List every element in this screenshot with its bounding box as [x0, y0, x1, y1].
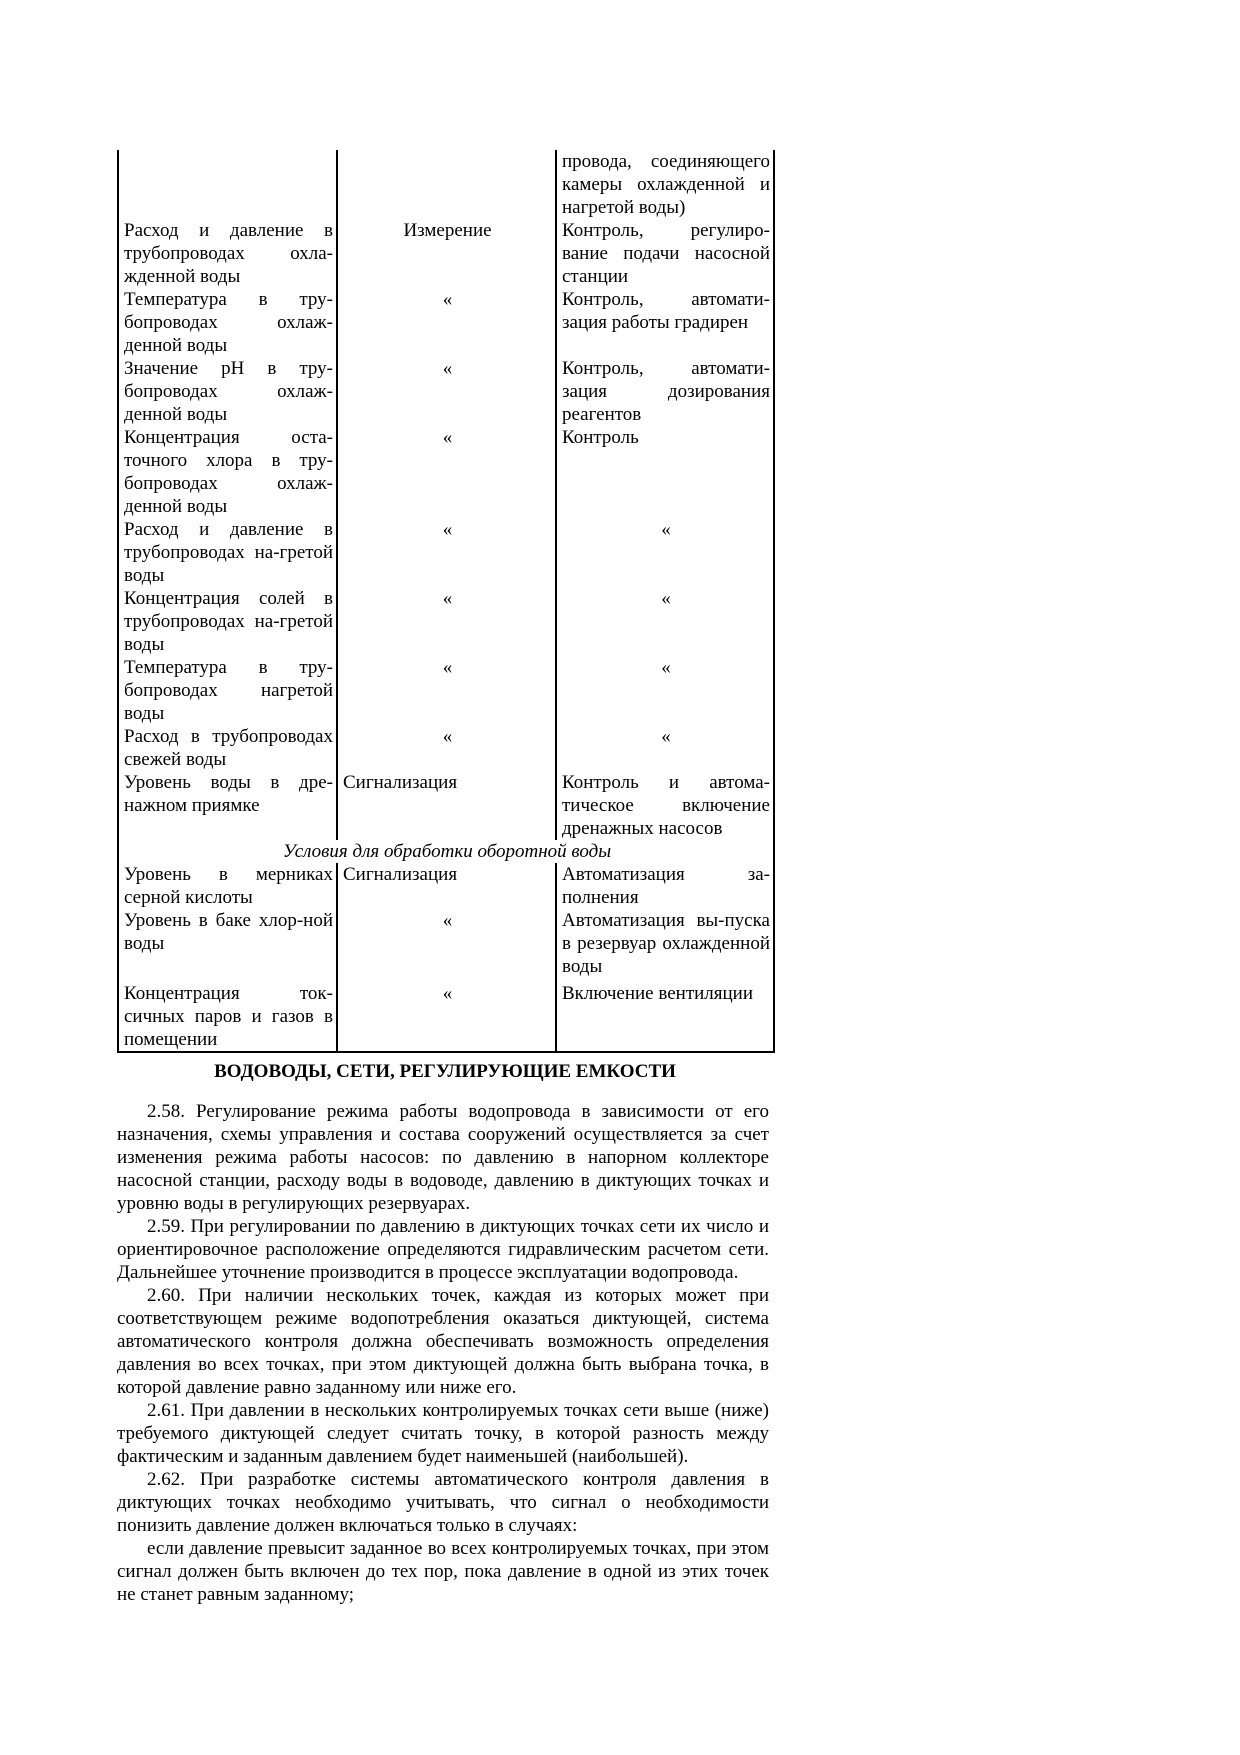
table-row: [118, 518, 774, 587]
cell-purpose: провода, соединяющего камеры охлажденной и нагретой воды): [556, 150, 774, 219]
cell-purpose: Контроль: [556, 426, 774, 518]
cell-method: [337, 150, 556, 219]
paragraph-condition: если давление превысит заданное во всех контролируемых точках, при этом сигнал должен быть включен до тех пор, пока давление в одной из этих точек не станет равным заданному;: [117, 1538, 769, 1605]
table-row: [118, 288, 774, 357]
paragraph-2-59: 2.59. При регулировании по давлению в диктующих точках сети их число и ориентировочное расположение определяются гидравлическим расчетом сети. Дальнейшее уточнение производится в процессе эксплуатации водопровода.: [117, 1216, 769, 1283]
control-table: [117, 150, 775, 1053]
section-row: [118, 840, 774, 863]
cell-method: «: [337, 909, 556, 978]
paragraph-2-62: 2.62. При разработке системы автоматического контроля давления в диктующих точках необходимо учитывать, что сигнал о необходимости понизить давление должен включаться только в случаях:: [117, 1469, 769, 1536]
cell-purpose: Автоматизация вы-пуска в резервуар охлажденной воды: [556, 909, 774, 978]
section-heading: ВОДОВОДЫ, СЕТИ, РЕГУЛИРУЮЩИЕ ЕМКОСТИ: [214, 1061, 676, 1082]
cell-purpose: Контроль, автомати-зация работы градирен: [556, 288, 774, 357]
cell-purpose: Контроль, автомати-зация дозирования реагентов: [556, 357, 774, 426]
cell-parameter: Концентрация ток-сичных паров и газов в помещении: [118, 978, 337, 1052]
table-row: [118, 357, 774, 426]
table-row: [118, 978, 774, 1052]
table-row: [118, 725, 774, 771]
cell-parameter: Концентрация оста-точного хлора в тру-бопроводах охлаж-денной воды: [118, 426, 337, 518]
table-row: [118, 656, 774, 725]
table-row: [118, 426, 774, 518]
table-row: [118, 771, 774, 840]
cell-parameter: Концентрация солей в трубопроводах на-гретой воды: [118, 587, 337, 656]
cell-parameter: Уровень воды в дре-нажном приямке: [118, 771, 337, 840]
table-row: [118, 863, 774, 909]
paragraph-2-61: 2.61. При давлении в нескольких контролируемых точках сети выше (ниже) требуемого диктующей следует считать точку, в которой разность между фактическим и заданным давлением будет наименьшей (наибольшей).: [117, 1400, 769, 1467]
cell-method: «: [337, 518, 556, 587]
cell-method: Измерение: [337, 219, 556, 288]
cell-purpose: «: [556, 656, 774, 725]
cell-method: Сигнализация: [337, 771, 556, 840]
cell-method: «: [337, 978, 556, 1052]
cell-parameter: Расход и давление в трубопроводах на-гретой воды: [118, 518, 337, 587]
paragraph-2-60: 2.60. При наличии нескольких точек, каждая из которых может при соответствующем режиме водопотребления оказаться диктующей, система автоматического контроля должна обеспечивать возможность определения давления во всех точках, при этом диктующей должна быть выбрана точка, в которой давление равно заданному или ниже его.: [117, 1285, 769, 1398]
paragraph-2-58: 2.58. Регулирование режима работы водопровода в зависимости от его назначения, схемы управления и состава сооружений осуществляется за счет изменения режима работы насосов: по давлению в напорном коллекторе насосной станции, расходу воды в водоводе, давлению в диктующих точках и уровню воды в регулирующих резервуарах.: [117, 1101, 769, 1214]
cell-method: «: [337, 357, 556, 426]
cell-method: «: [337, 426, 556, 518]
cell-parameter: Температура в тру-бопроводах нагретой воды: [118, 656, 337, 725]
cell-purpose: «: [556, 518, 774, 587]
cell-method: «: [337, 587, 556, 656]
cell-purpose: Контроль, регулиро-вание подачи насосной станции: [556, 219, 774, 288]
table-row: [118, 587, 774, 656]
body-text: [117, 1100, 769, 1606]
cell-parameter: Уровень в баке хлор-ной воды: [118, 909, 337, 978]
cell-method: Сигнализация: [337, 863, 556, 909]
cell-parameter: Расход в трубопроводах свежей воды: [118, 725, 337, 771]
cell-purpose: «: [556, 587, 774, 656]
table-row: [118, 150, 774, 219]
cell-purpose: Контроль и автома-тическое включение дренажных насосов: [556, 771, 774, 840]
table-row: [118, 219, 774, 288]
cell-purpose: Автоматизация за-полнения: [556, 863, 774, 909]
cell-method: «: [337, 725, 556, 771]
cell-method: «: [337, 656, 556, 725]
cell-parameter: Уровень в мерниках серной кислоты: [118, 863, 337, 909]
cell-parameter: Значение pH в тру-бопроводах охлаж-денной воды: [118, 357, 337, 426]
section-title: Условия для обработки оборотной воды: [118, 840, 774, 863]
cell-parameter: Расход и давление в трубопроводах охла-жденной воды: [118, 219, 337, 288]
cell-purpose: Включение вентиляции: [556, 978, 774, 1052]
cell-parameter: [118, 150, 337, 219]
cell-method: «: [337, 288, 556, 357]
cell-purpose: «: [556, 725, 774, 771]
cell-parameter: Температура в тру-бопроводах охлаж-денной воды: [118, 288, 337, 357]
table-row: [118, 909, 774, 978]
